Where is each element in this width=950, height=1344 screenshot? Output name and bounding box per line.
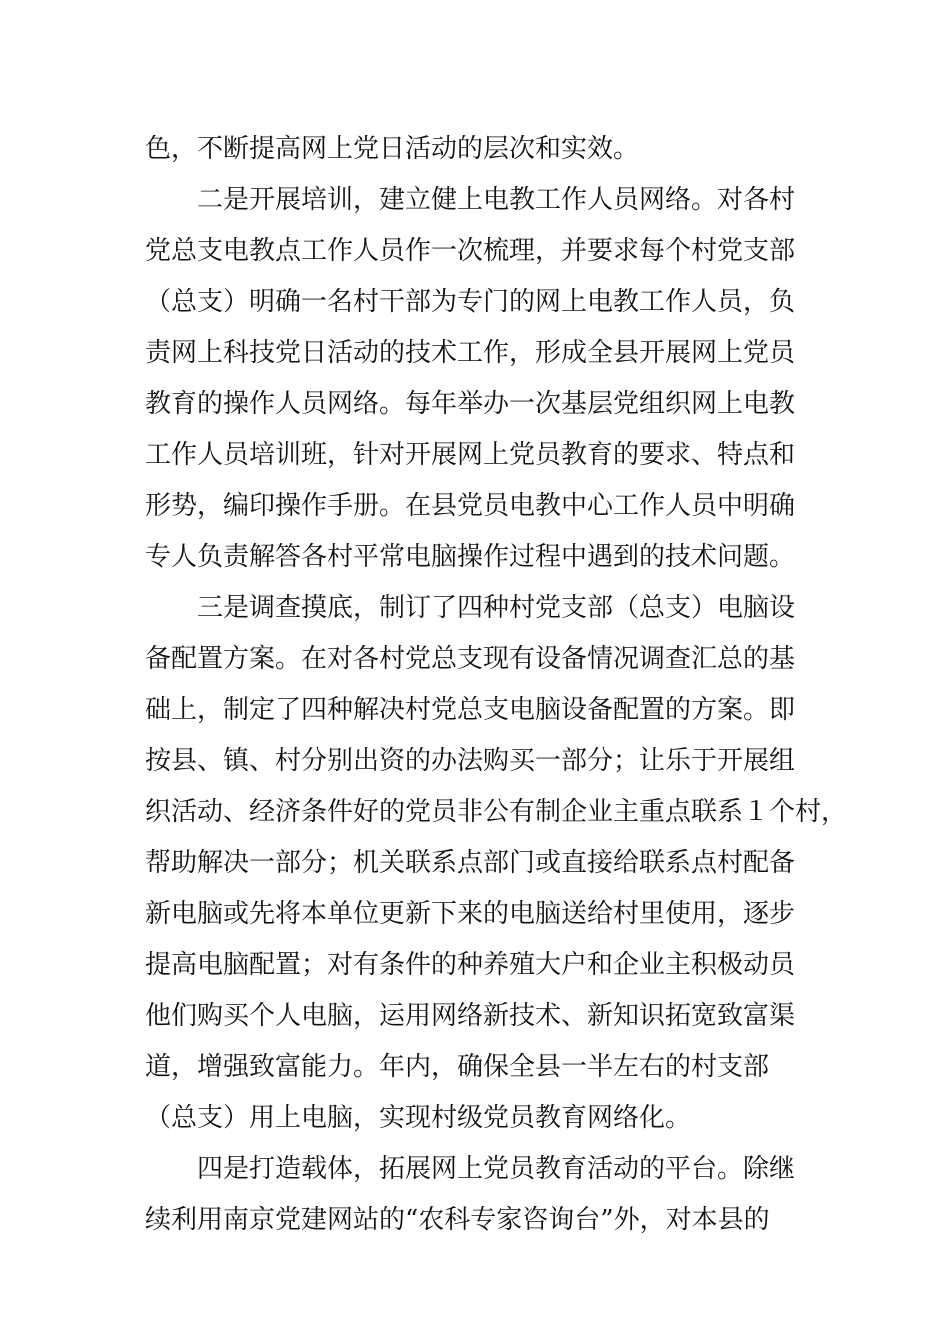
paragraph-start-line: 二是开展培训，建立健上电教工作人员网络。对各村	[197, 185, 796, 215]
text-line: 按县、镇、村分别出资的办法购买一部分；让乐于开展组	[145, 746, 796, 776]
text-line: 他们购买个人电脑，运用网络新技术、新知识拓宽致富渠	[145, 1001, 796, 1031]
paragraph-start-line: 四是打造载体，拓展网上党员教育活动的平台。除继	[197, 1154, 796, 1184]
text-line: 续利用南京党建网站的“农科专家咨询台”外，对本县的	[145, 1205, 770, 1235]
text-line: 备配置方案。在对各村党总支现有设备情况调查汇总的基	[145, 644, 796, 674]
text-line: 提高电脑配置；对有条件的种养殖大户和企业主积极动员	[145, 950, 796, 980]
text-line: 织活动、经济条件好的党员非公有制企业主重点联系１个村，	[145, 797, 848, 827]
text-line: 新电脑或先将本单位更新下来的电脑送给村里使用，逐步	[145, 899, 796, 929]
text-line: （总支）明确一名村干部为专门的网上电教工作人员，负	[145, 287, 796, 317]
text-line: 教育的操作人员网络。每年举办一次基层党组织网上电教	[145, 389, 796, 419]
text-line: 础上，制定了四种解决村党总支电脑设备配置的方案。即	[145, 695, 796, 725]
text-line: 道，增强致富能力。年内，确保全县一半左右的村支部	[145, 1052, 770, 1082]
text-line: 色，不断提高网上党日活动的层次和实效。	[145, 134, 640, 164]
text-line: 帮助解决一部分；机关联系点部门或直接给联系点村配备	[145, 848, 796, 878]
text-line: （总支）用上电脑，实现村级党员教育网络化。	[145, 1103, 692, 1133]
text-line: 专人负责解答各村平常电脑操作过程中遇到的技术问题。	[145, 542, 796, 572]
text-line: 工作人员培训班，针对开展网上党员教育的要求、特点和	[145, 440, 796, 470]
text-line: 形势，编印操作手册。在县党员电教中心工作人员中明确	[145, 491, 796, 521]
text-line: 党总支电教点工作人员作一次梳理，并要求每个村党支部	[145, 236, 796, 266]
text-line: 责网上科技党日活动的技术工作，形成全县开展网上党员	[145, 338, 796, 368]
paragraph-start-line: 三是调查摸底，制订了四种村党支部（总支）电脑设	[197, 593, 796, 623]
